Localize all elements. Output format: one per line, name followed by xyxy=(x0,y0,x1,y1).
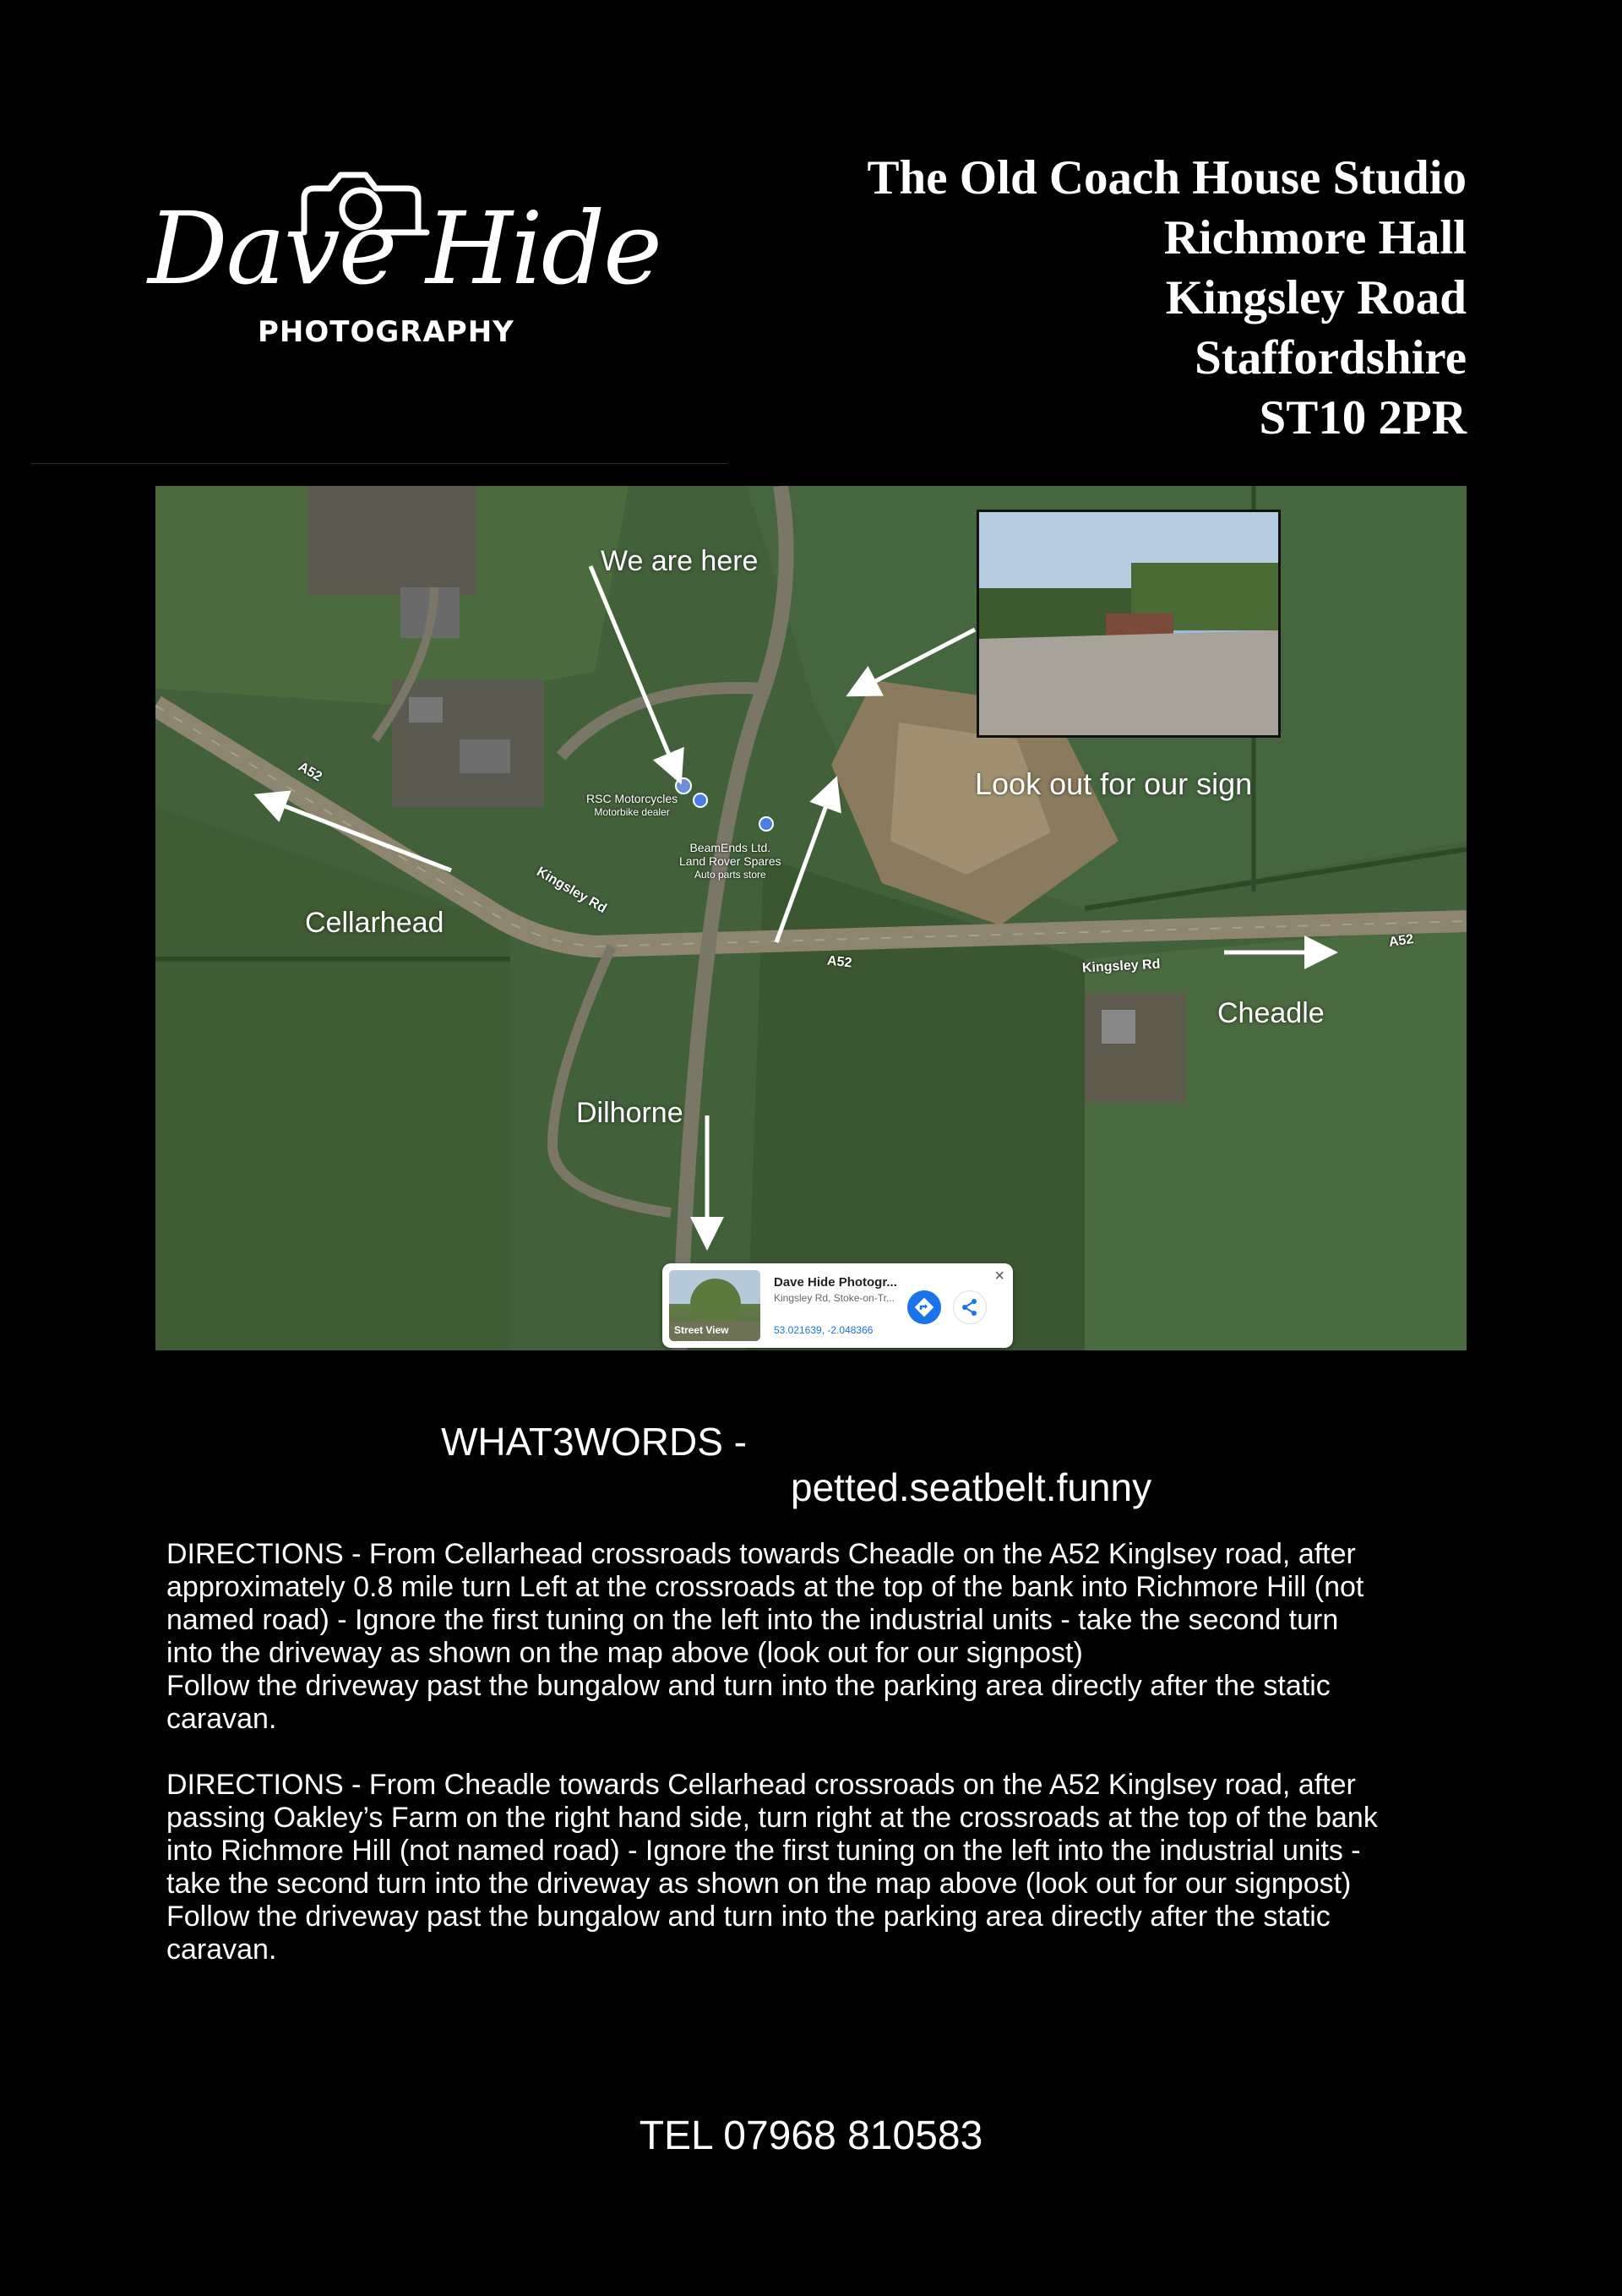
directions-line: DIRECTIONS - From Cheadle towards Cellarhead crossroads on the A52 Kinglsey road, after xyxy=(166,1769,1356,1801)
street-view-label[interactable]: Street View xyxy=(674,1324,729,1336)
poi-rsc-motorcycles xyxy=(586,792,678,819)
directions-line: Follow the driveway past the bungalow and turn into the parking area directly after the static xyxy=(166,1670,1331,1702)
signpost-photo xyxy=(977,510,1281,738)
directions-line: into the driveway as shown on the map above (look out for our signpost) xyxy=(166,1637,1083,1669)
location-map xyxy=(155,486,1467,1350)
street-view-thumbnail[interactable] xyxy=(669,1270,760,1341)
share-button[interactable] xyxy=(953,1290,987,1324)
directions-text xyxy=(166,1538,1484,1966)
directions-line: DIRECTIONS - From Cellarhead crossroads towards Cheadle on the A52 Kinglsey road, after xyxy=(166,1538,1356,1570)
logo-sub-text: PHOTOGRAPHY xyxy=(258,315,514,349)
poi-name: BeamEnds Ltd. xyxy=(689,841,771,854)
telephone-number: TEL 07968 810583 xyxy=(639,2113,983,2158)
poi-name: Land Rover Spares xyxy=(679,854,781,868)
divider xyxy=(30,463,727,464)
place-card[interactable] xyxy=(662,1263,1013,1348)
logo xyxy=(139,156,661,359)
road-label-kingsley-rd: Kingsley Rd xyxy=(1081,957,1161,976)
directions-button[interactable] xyxy=(907,1290,941,1324)
road-label-a52: A52 xyxy=(295,759,324,785)
close-icon[interactable]: × xyxy=(994,1267,1004,1285)
directions-line: take the second turn into the driveway as shown on the map above (look out for our signpost) xyxy=(166,1868,1352,1900)
what3words-line xyxy=(0,1373,1622,1510)
directions-line: caravan. xyxy=(166,1933,277,1966)
label-look-out: Look out for our sign xyxy=(975,766,1253,801)
address-line: The Old Coach House Studio xyxy=(867,151,1467,205)
address-line: Kingsley Road xyxy=(1165,271,1467,324)
logo-script-text: Dave Hide xyxy=(148,190,661,307)
directions-line: caravan. xyxy=(166,1703,277,1735)
directions-line: passing Oakley’s Farm on the right hand side, turn right at the crossroads at the top of the bank xyxy=(166,1802,1378,1834)
share-icon xyxy=(954,1291,986,1323)
address-line: Richmore Hall xyxy=(1163,211,1467,265)
place-coordinates[interactable]: 53.021639, -2.048366 xyxy=(774,1324,874,1336)
label-cheadle: Cheadle xyxy=(1217,997,1325,1029)
address-line: ST10 2PR xyxy=(1259,391,1467,444)
label-cellarhead: Cellarhead xyxy=(305,907,444,939)
place-address: Kingsley Rd, Stoke-on-Tr... xyxy=(774,1292,895,1304)
poi-type: Auto parts store xyxy=(694,869,766,881)
address-line: Staffordshire xyxy=(1195,331,1467,384)
place-title: Dave Hide Photogr... xyxy=(774,1275,897,1290)
poi-type: Motorbike dealer xyxy=(594,806,670,818)
what3words-label: WHAT3WORDS - xyxy=(441,1420,748,1464)
directions-line: named road) - Ignore the first tuning on the left into the industrial units - take the second turn xyxy=(166,1604,1339,1636)
directions-icon xyxy=(907,1290,941,1324)
road-label-kingsley-rd: Kingsley Rd xyxy=(534,864,609,917)
directions-line: Follow the driveway past the bungalow and turn into the parking area directly after the static xyxy=(166,1901,1331,1933)
what3words-value: petted.seatbelt.funny xyxy=(791,1465,1152,1509)
road-label-a52: A52 xyxy=(1387,932,1415,950)
label-we-are-here: We are here xyxy=(601,545,759,577)
directions-line: into Richmore Hill (not named road) - Ignore the first tuning on the left into the industrial units - xyxy=(166,1835,1361,1867)
road-label-a52: A52 xyxy=(826,953,853,971)
address-block xyxy=(868,148,1467,448)
poi-beamends xyxy=(679,841,781,881)
directions-line: approximately 0.8 mile turn Left at the crossroads at the top of the bank into Richmore Hill (not xyxy=(166,1571,1364,1603)
poi-name: RSC Motorcycles xyxy=(586,792,678,805)
label-dilhorne: Dilhorne xyxy=(576,1097,683,1129)
